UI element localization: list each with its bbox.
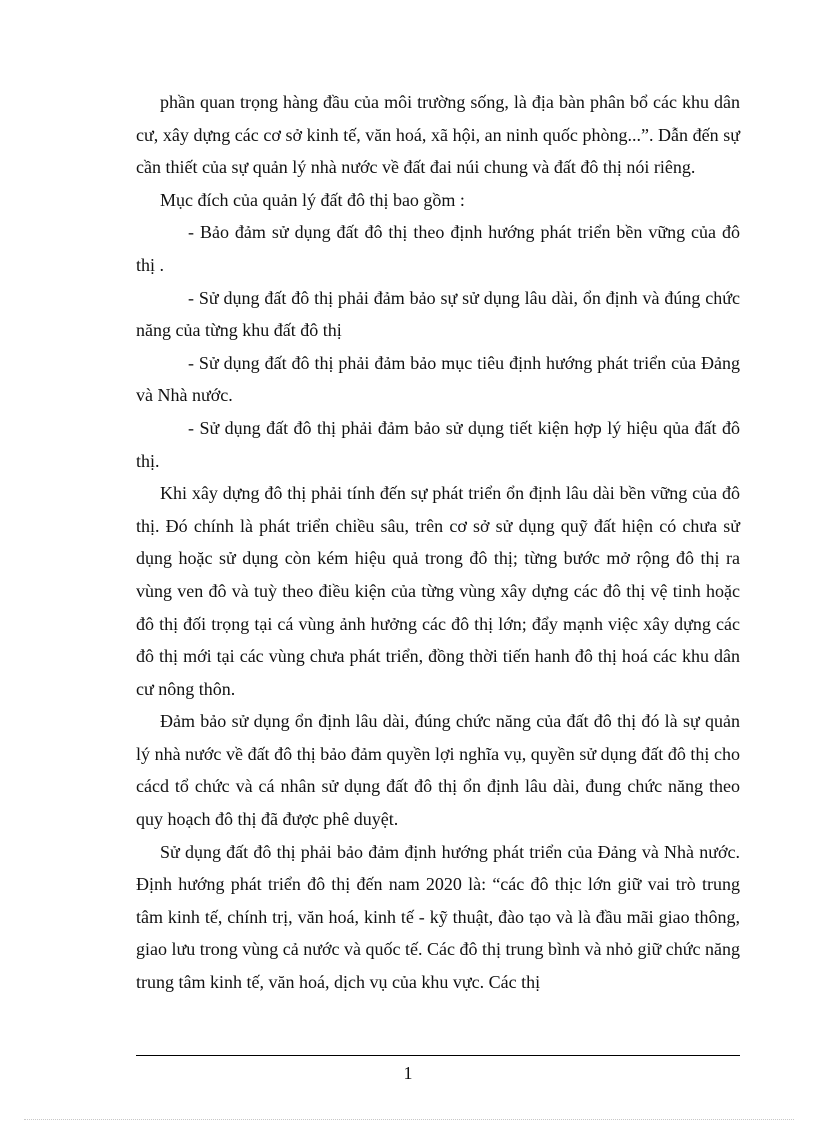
paragraph: Mục đích của quản lý đất đô thị bao gồm : xyxy=(160,189,465,210)
paragraph: Sử dụng đất đô thị phải bảo đảm định hướng phát triển của Đảng và Nhà nước. Định hướng phát triển đô thị đến nam 2020 là: “các đô thịc lớn giữ vai trò trung tâm kinh tế, chính trị, văn hoá, kinh tế - kỹ thuật, đào tạo và là đầu mãi giao thông, giao lưu trong vùng cả nước và quốc tế. Các đô thị trung bình và nhỏ giữ chức năng trung tâm kinh tế, văn hoá, dịch vụ của khu vực. Các thị xyxy=(136,841,740,993)
paragraph: phần quan trọng hàng đầu của môi trường sống, là địa bàn phân bổ các khu dân cư, xây dựng các cơ sở kinh tế, văn hoá, xã hội, an ninh quốc phòng...”. Dẫn đến sự cần thiết của sự quản lý nhà nước về đất đai núi chung và đất đô thị nói riêng. xyxy=(136,92,740,178)
body-text xyxy=(136,86,740,999)
page-edge-divider xyxy=(24,1119,794,1120)
page-number: 1 xyxy=(403,1063,413,1083)
list-item: - Sử dụng đất đô thị phải đảm bảo sự sử dụng lâu dài, ổn định và đúng chức năng của từng khu đất đô thị xyxy=(136,287,740,341)
list-item: - Bảo đảm sử dụng đất đô thị theo định hướng phát triển bền vững của đô thị . xyxy=(136,222,740,275)
list-item: - Sử dụng đất đô thị phải đảm bảo sử dụng tiết kiện hợp lý hiệu qủa đất đô thị. xyxy=(136,417,740,471)
paragraph: Khi xây dựng đô thị phải tính đến sự phát triển ổn định lâu dài bền vững của đô thị. Đó chính là phát triển chiều sâu, trên cơ sở sử dụng quỹ đất hiện có chưa sử dụng hoặc sử dụng còn kém hiệu quả trong đô thị; từng bước mở rộng đô thị ra vùng ven đô và tuỳ theo điều kiện của từng vùng xây dựng các đô thị vệ tinh hoặc đô thị đối trọng tại cá vùng ảnh hưởng các đô thị lớn; đẩy mạnh việc xây dựng các đô thị mới tại các vùng chưa phát triển, đồng thời tiến hanh đô thị hoá các khu dân cư nông thôn. xyxy=(136,483,740,699)
paragraph: Đảm bảo sử dụng ổn định lâu dài, đúng chức năng của đất đô thị đó là sự quản lý nhà nước về đất đô thị bảo đảm quyền lợi nghĩa vụ, quyền sử dụng đất đô thị cho cácd tổ chức và cá nhân sử dụng đất đô thị ổn định lâu dài, đung chức năng theo quy hoạch đô thị đã được phê duyệt. xyxy=(136,711,740,830)
list-item: - Sử dụng đất đô thị phải đảm bảo mục tiêu định hướng phát triển của Đảng và Nhà nước. xyxy=(136,352,740,406)
footer-divider xyxy=(136,1055,740,1056)
